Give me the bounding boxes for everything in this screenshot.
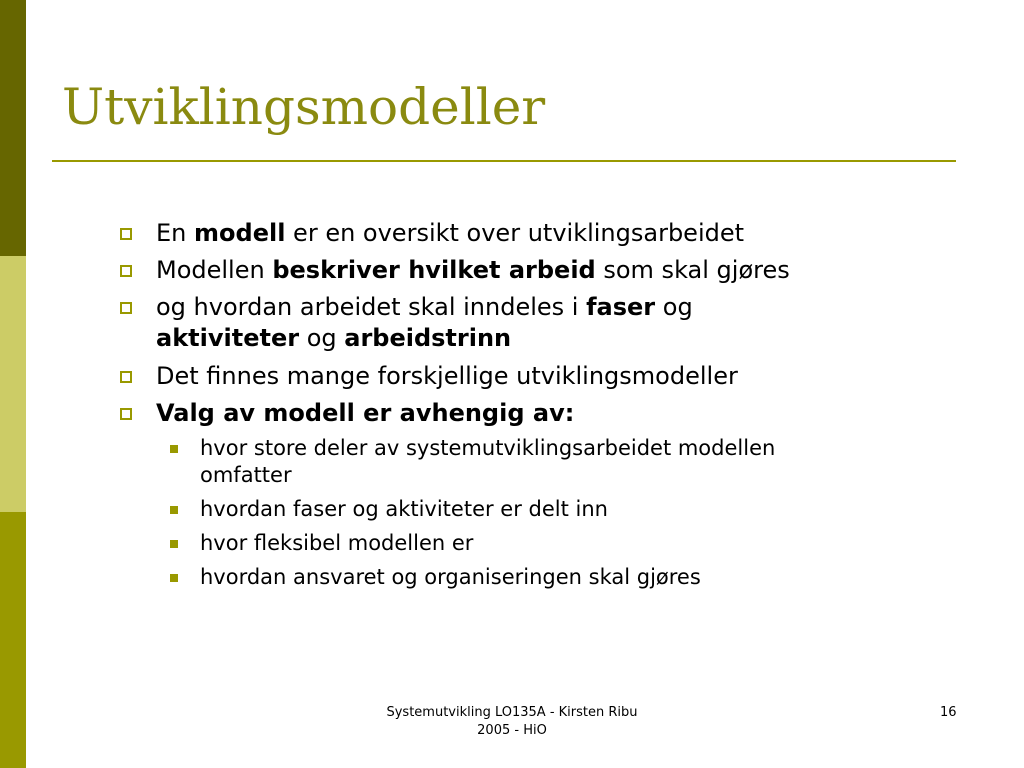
- subbullet-text: hvor store deler av systemutviklingsarbeidet modellen: [200, 436, 776, 460]
- footer-line-1: Systemutvikling LO135A - Kirsten Ribu: [386, 705, 638, 720]
- bullet-text: Modellen beskriver hvilket arbeid som skal gjøres: [156, 256, 790, 284]
- sidebar-stripe-bottom: [0, 512, 26, 768]
- subbullet-text: hvordan faser og aktiviteter er delt inn: [200, 497, 608, 521]
- subbullet-text-continuation: omfatter: [200, 463, 292, 487]
- filled-square-bullet-icon: [170, 540, 178, 548]
- slide-footer: [362, 704, 662, 740]
- square-bullet-icon: [120, 371, 132, 383]
- slide-title: Utviklingsmodeller: [62, 78, 546, 136]
- filled-square-bullet-icon: [170, 445, 178, 453]
- square-bullet-icon: [120, 302, 132, 314]
- bullet-text-continuation: aktiviteter og arbeidstrinn: [156, 324, 512, 352]
- bullet-text: Det finnes mange forskjellige utviklingsmodeller: [156, 362, 738, 390]
- title-underline: [52, 160, 956, 162]
- sidebar-stripe-top: [0, 0, 26, 256]
- subbullet-text: hvor fleksibel modellen er: [200, 531, 474, 555]
- filled-square-bullet-icon: [170, 506, 178, 514]
- bullet-text: En modell er en oversikt over utviklingsarbeidet: [156, 219, 745, 247]
- footer-line-2: 2005 - HiO: [477, 723, 547, 738]
- sidebar-stripe-middle: [0, 256, 26, 512]
- filled-square-bullet-icon: [170, 574, 178, 582]
- square-bullet-icon: [120, 408, 132, 420]
- subbullet-text: hvordan ansvaret og organiseringen skal gjøres: [200, 565, 701, 589]
- square-bullet-icon: [120, 228, 132, 240]
- bullet-text: Valg av modell er avhengig av:: [156, 399, 575, 427]
- square-bullet-icon: [120, 265, 132, 277]
- bullet-text: og hvordan arbeidet skal inndeles i faser og: [156, 293, 693, 321]
- page-number: 16: [940, 705, 957, 720]
